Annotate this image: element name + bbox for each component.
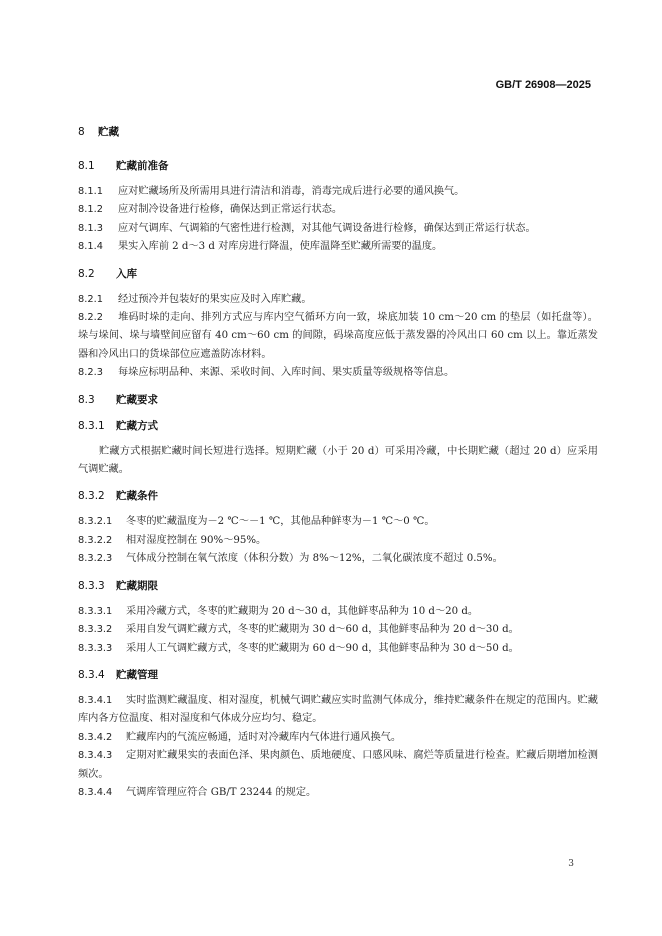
clause-text: 相对湿度控制在 90%～95%。 (126, 534, 267, 546)
clause-number: 8.2.3 (78, 367, 103, 379)
clause-8-3-2-2 (78, 532, 598, 550)
clause-number: 8.2.2 (78, 312, 103, 324)
clause-text: 应对制冷设备进行检修，确保达到正常运行状态。 (118, 204, 343, 216)
clause-number: 8.1.4 (78, 241, 103, 253)
section-number: 8.3.2 (78, 490, 105, 503)
clause-8-3-4-1 (78, 692, 598, 729)
clause-number: 8.3.2.3 (78, 553, 113, 565)
section-number: 8.1 (78, 160, 95, 172)
page-number: 3 (568, 859, 574, 869)
clause-number: 8.3.3.3 (78, 642, 113, 654)
clause-8-3-3-1 (78, 603, 598, 621)
clause-number: 8.3.2.1 (78, 516, 113, 528)
section-number: 8.3.1 (78, 419, 105, 432)
section-number: 8.3.3 (78, 579, 105, 592)
clause-8-1-2 (78, 201, 598, 219)
clause-text: 定期对贮藏果实的表面色泽、果肉颜色、质地硬度、口感风味、腐烂等质量进行检查。贮藏后期增加检测频次。 (78, 750, 598, 780)
clause-8-2-2 (78, 309, 598, 364)
section-title: 贮藏管理 (116, 668, 158, 681)
clause-text: 冬枣的贮藏温度为－2 ℃～－1 ℃，其他品种鲜枣为－1 ℃～0 ℃。 (126, 516, 435, 528)
section-8-3-2-heading (78, 487, 598, 505)
clause-number: 8.3.4.3 (78, 750, 113, 762)
section-8-2-heading (78, 265, 598, 283)
section-number: 8.3.4 (78, 668, 105, 681)
clause-number: 8.1.3 (78, 222, 103, 234)
section-8-heading (78, 123, 598, 141)
section-8-1-heading (78, 157, 598, 175)
section-title: 贮藏条件 (116, 490, 158, 503)
clause-number: 8.3.4.1 (78, 694, 113, 706)
clause-text: 应对气调库、气调箱的气密性进行检测，对其他气调设备进行检修，确保达到正常运行状态。 (118, 222, 536, 234)
clause-number: 8.3.4.4 (78, 786, 113, 798)
clause-8-3-2-1 (78, 513, 598, 531)
clause-number: 8.1.2 (78, 204, 103, 216)
clause-number: 8.1.1 (78, 186, 103, 197)
clause-8-1-4 (78, 238, 598, 256)
section-number: 8.2 (78, 267, 95, 280)
clause-text: 果实入库前 2 d～3 d 对库房进行降温，使库温降至贮藏所需要的温度。 (118, 241, 443, 253)
clause-text: 堆码时垛的走向、排列方式应与库内空气循环方向一致，垛底加装 10 cm～20 cm 的垫层（如托盘等）。垛与垛间、垛与墙壁间应留有 40 cm～60 cm 的间隙，码垛高度应低于蒸发器的冷风出口 60 cm 以上。靠近蒸发器和冷风出口的货垛部位应遮盖防冻材料。 (78, 312, 598, 360)
clause-text: 采用人工气调贮藏方式，冬枣的贮藏期为 60 d～90 d，其他鲜枣品种为 30 d～50 d。 (126, 642, 519, 654)
clause-text: 实时监测贮藏温度、相对湿度，机械气调贮藏应实时监测气体成分，维持贮藏条件在规定的范围内。贮藏库内各方位温度、相对湿度和气体成分应均匀、稳定。 (78, 694, 598, 725)
clause-text: 贮藏库内的气流应畅通，适时对冷藏库内气体进行通风换气。 (126, 731, 402, 743)
section-title: 贮藏 (98, 126, 119, 138)
document-body (78, 123, 598, 802)
clause-8-3-3-3 (78, 640, 598, 658)
section-8-3-heading (78, 391, 598, 409)
section-title: 贮藏要求 (116, 393, 158, 406)
section-title: 贮藏期限 (116, 579, 158, 592)
section-number: 8.3 (78, 393, 95, 406)
clause-text: 气体成分控制在氧气浓度（体积分数）为 8%～12%，二氧化碳浓度不超过 0.5%。 (126, 553, 503, 565)
clause-8-3-4-3 (78, 747, 598, 784)
standard-number: GB/T 26908—2025 (495, 79, 591, 91)
section-8-3-4-heading (78, 666, 598, 684)
section-title: 贮藏前准备 (116, 160, 169, 172)
clause-text: 采用自发气调贮藏方式，冬枣的贮藏期为 30 d～60 d，其他鲜枣品种为 20 d～30 d。 (126, 624, 519, 636)
clause-number: 8.3.3.2 (78, 624, 113, 636)
clause-8-2-1 (78, 291, 598, 309)
clause-8-1-3 (78, 220, 598, 238)
clause-8-3-2-3 (78, 550, 598, 568)
section-8-3-3-heading (78, 577, 598, 595)
clause-number: 8.3.3.1 (78, 605, 113, 617)
clause-number: 8.3.2.2 (78, 534, 113, 546)
section-number: 8 (78, 126, 85, 138)
section-title: 贮藏方式 (116, 419, 158, 432)
clause-8-3-3-2 (78, 621, 598, 639)
section-8-3-1-heading (78, 417, 598, 435)
clause-number: 8.3.4.2 (78, 731, 113, 743)
clause-8-3-4-4 (78, 784, 598, 802)
clause-text: 每垛应标明品种、来源、采收时间、入库时间、果实质量等级规格等信息。 (118, 367, 455, 379)
clause-text: 采用冷藏方式，冬枣的贮藏期为 20 d～30 d，其他鲜枣品种为 10 d～20 d。 (126, 605, 479, 617)
clause-number: 8.2.1 (78, 293, 103, 305)
paragraph-8-3-1: 贮藏方式根据贮藏时间长短进行选择。短期贮藏（小于 20 d）可采用冷藏，中长期贮藏（超过 20 d）应采用气调贮藏。 (78, 445, 598, 476)
clause-text: 气调库管理应符合 GB/T 23244 的规定。 (126, 786, 317, 798)
clause-8-2-3 (78, 364, 598, 382)
clause-text: 应对贮藏场所及所需用具进行清洁和消毒，消毒完成后进行必要的通风换气。 (118, 186, 465, 197)
clause-8-3-4-2 (78, 729, 598, 747)
clause-text: 经过预冷并包装好的果实应及时入库贮藏。 (118, 293, 312, 305)
clause-8-1-1 (78, 183, 598, 201)
section-title: 入库 (116, 267, 137, 280)
